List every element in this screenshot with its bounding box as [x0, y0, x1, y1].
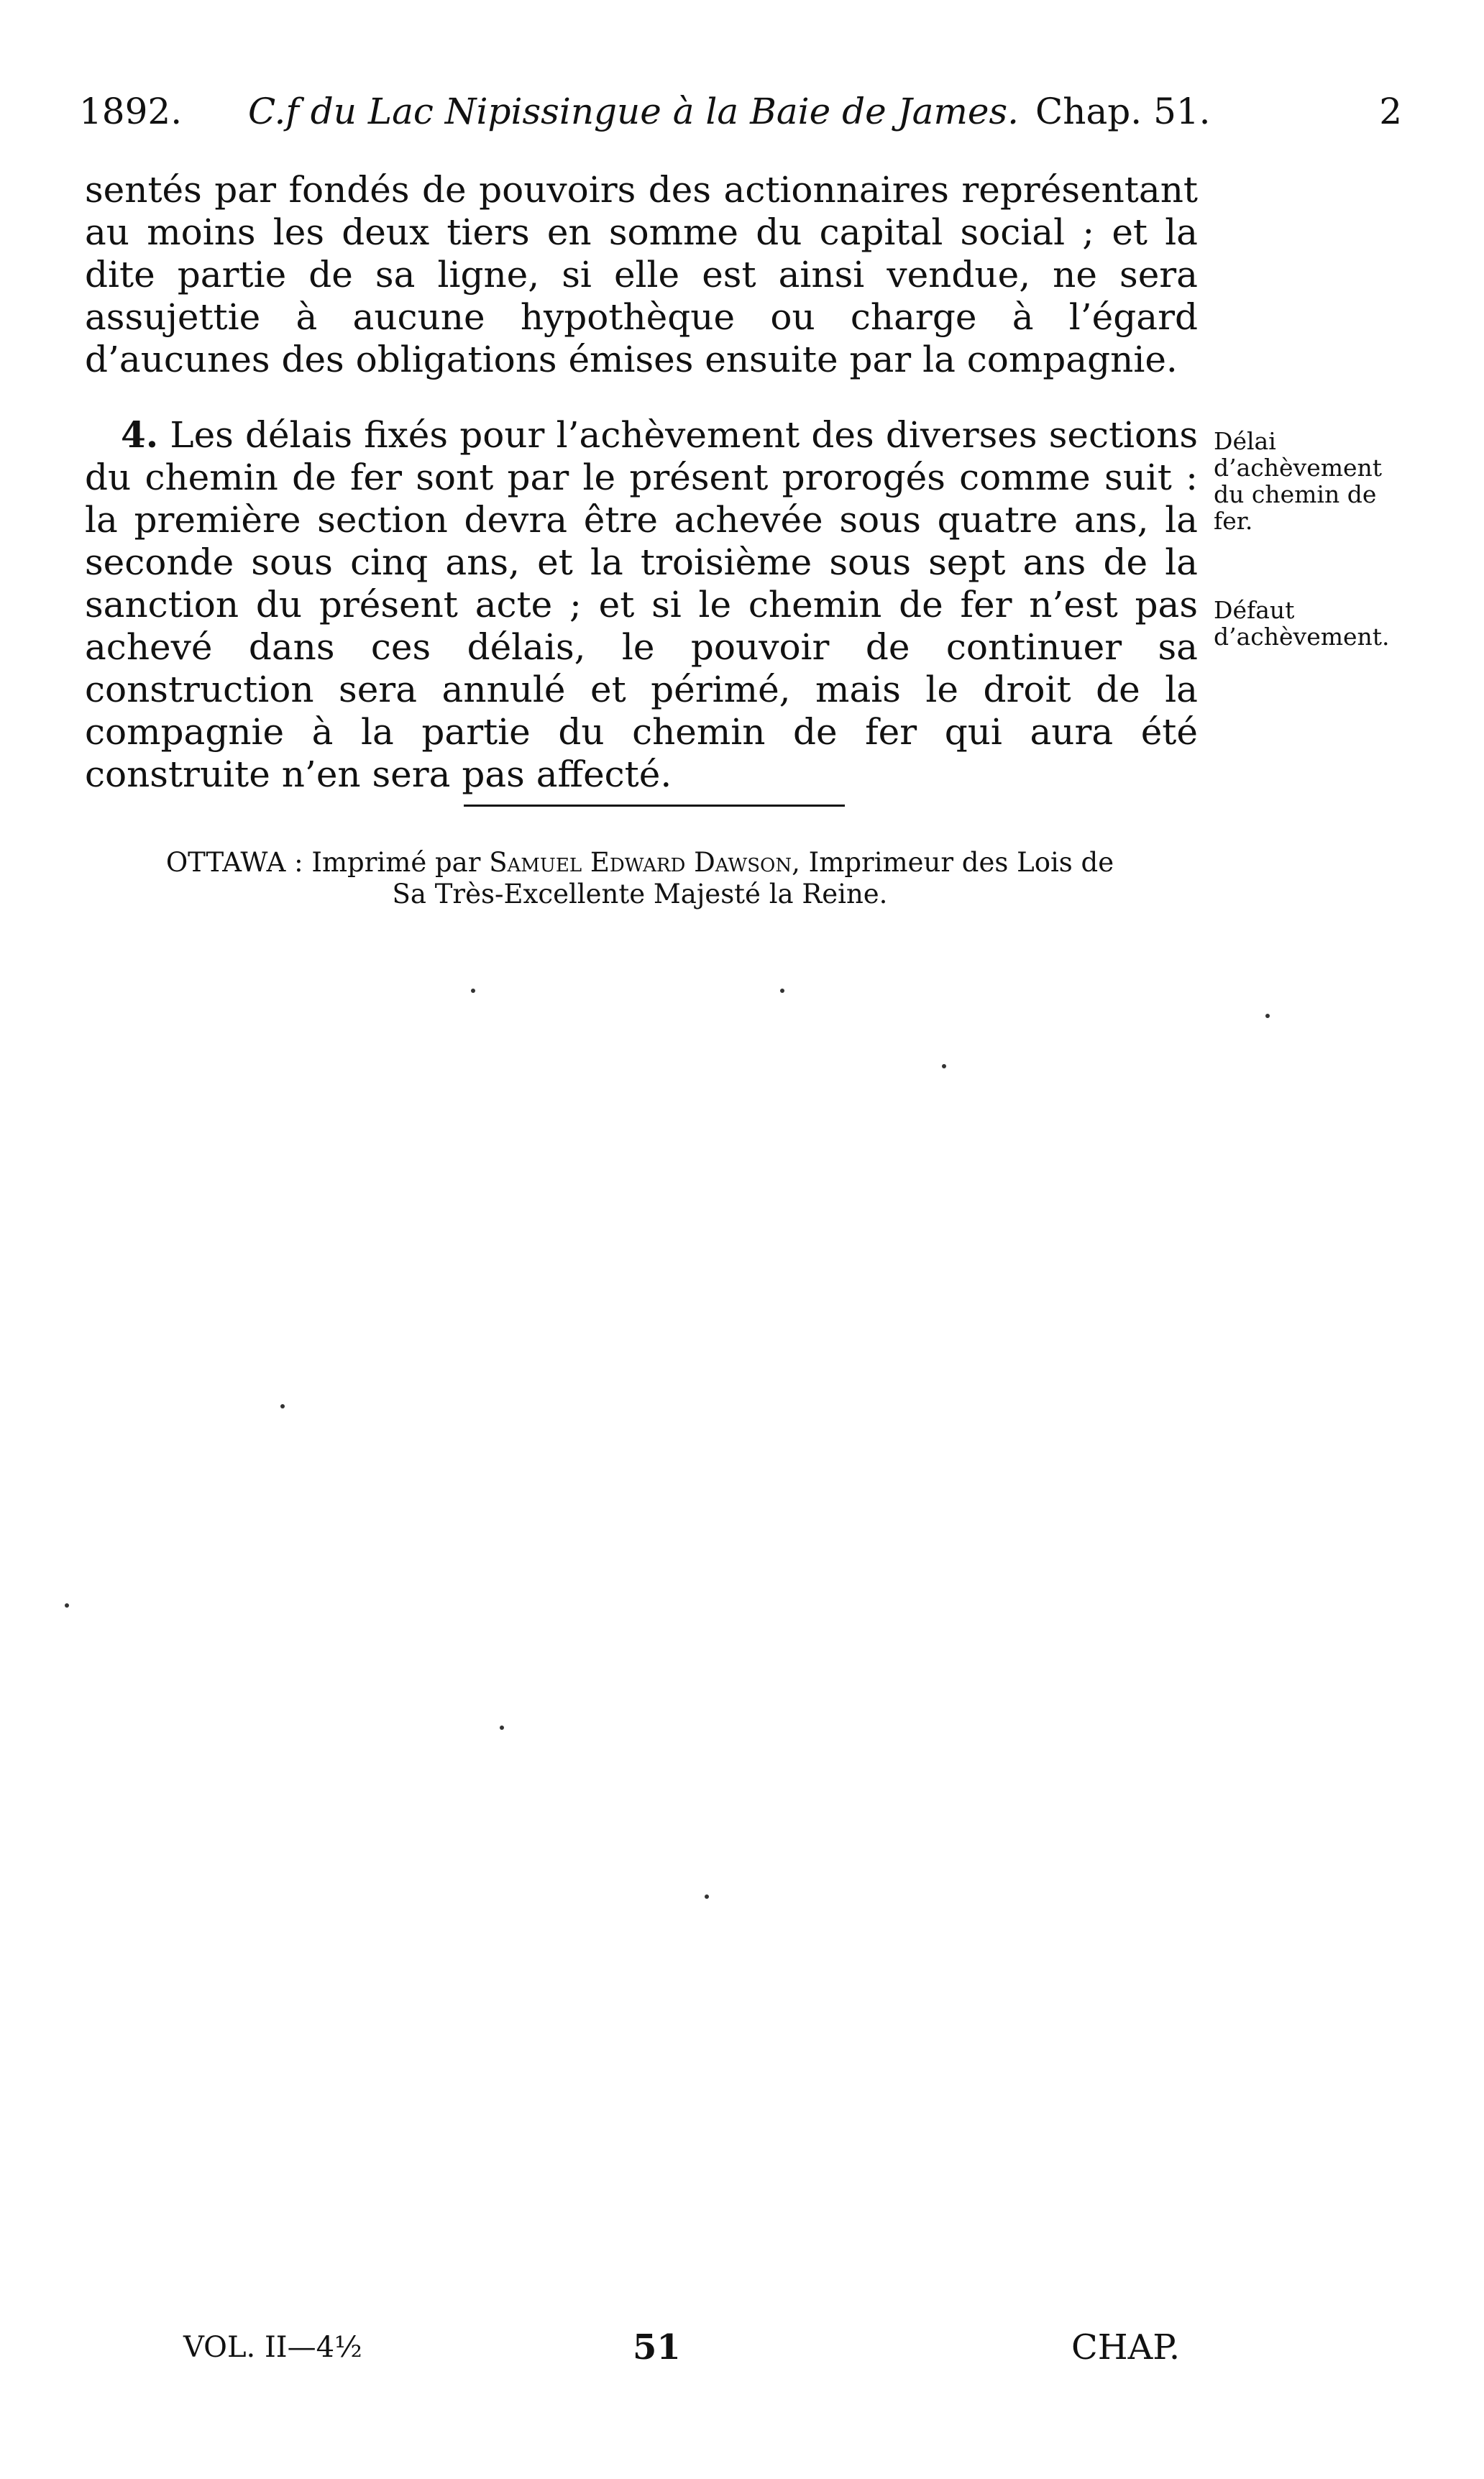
- print-speck: [705, 1894, 709, 1899]
- print-speck: [1265, 1014, 1270, 1018]
- running-header: [79, 79, 1402, 144]
- header-chapter: Chap. 51.: [1035, 91, 1211, 132]
- header-year: 1892.: [79, 91, 183, 132]
- header-page-number: 2: [1379, 91, 1402, 132]
- footer-catchword: CHAP.: [1071, 2327, 1181, 2368]
- section-4-text: Les délais fixés pour l’achèvement des diverses sections du chemin de fer sont par le présent prorogés comme suit : la première section devra être achevée sous quatre ans, la seconde sous cinq ans, et la troisième sous sept ans de la sanction du présent acte ; et si le chemin de fer n’est pas achevé dans ces délais, le pouvoir de continuer sa construction sera annulé et périmé, mais le droit de la compagnie à la partie du chemin de fer qui aura été construite n’en sera pas affecté.: [85, 414, 1198, 795]
- imprint-line2: Sa Très-Excellente Majesté la Reine.: [392, 879, 888, 909]
- margin-note-delai: Délai d’achèvement du chemin de fer.: [1214, 427, 1383, 535]
- page-footer: [0, 2322, 1484, 2373]
- footer-page-number: 51: [633, 2327, 681, 2368]
- imprint-printed-by: Imprimé par: [311, 847, 481, 878]
- printer-imprint: [108, 847, 1172, 910]
- imprint-role: Imprimeur des Lois de: [808, 847, 1114, 878]
- print-speck: [780, 989, 784, 993]
- section-number: 4.: [121, 413, 159, 456]
- margin-note-defaut: Défaut d’achèvement.: [1214, 596, 1390, 651]
- print-speck: [280, 1404, 285, 1408]
- header-title: C.f du Lac Nipissingue à la Baie de James.: [248, 91, 1020, 132]
- print-speck: [500, 1726, 504, 1730]
- footer-volume-signature: VOL. II—4½: [183, 2331, 362, 2364]
- section-4-paragraph: [85, 413, 1198, 796]
- paragraph-continued: sentés par fondés de pouvoirs des actionnaires représentant au moins les deux tiers en somme du capital social ; et la dite partie de sa ligne, si elle est ainsi vendue, ne sera assujettie à aucune hypothèque ou charge à l’égard d’aucunes des obligations émises ensuite par la compagnie.: [85, 169, 1198, 380]
- imprint-place: OTTAWA :: [165, 847, 303, 878]
- print-speck: [942, 1064, 946, 1068]
- print-speck: [471, 989, 475, 993]
- divider-rule: [464, 805, 845, 807]
- imprint-printer-name: Samuel Edward Dawson,: [489, 847, 800, 878]
- print-speck: [65, 1603, 69, 1608]
